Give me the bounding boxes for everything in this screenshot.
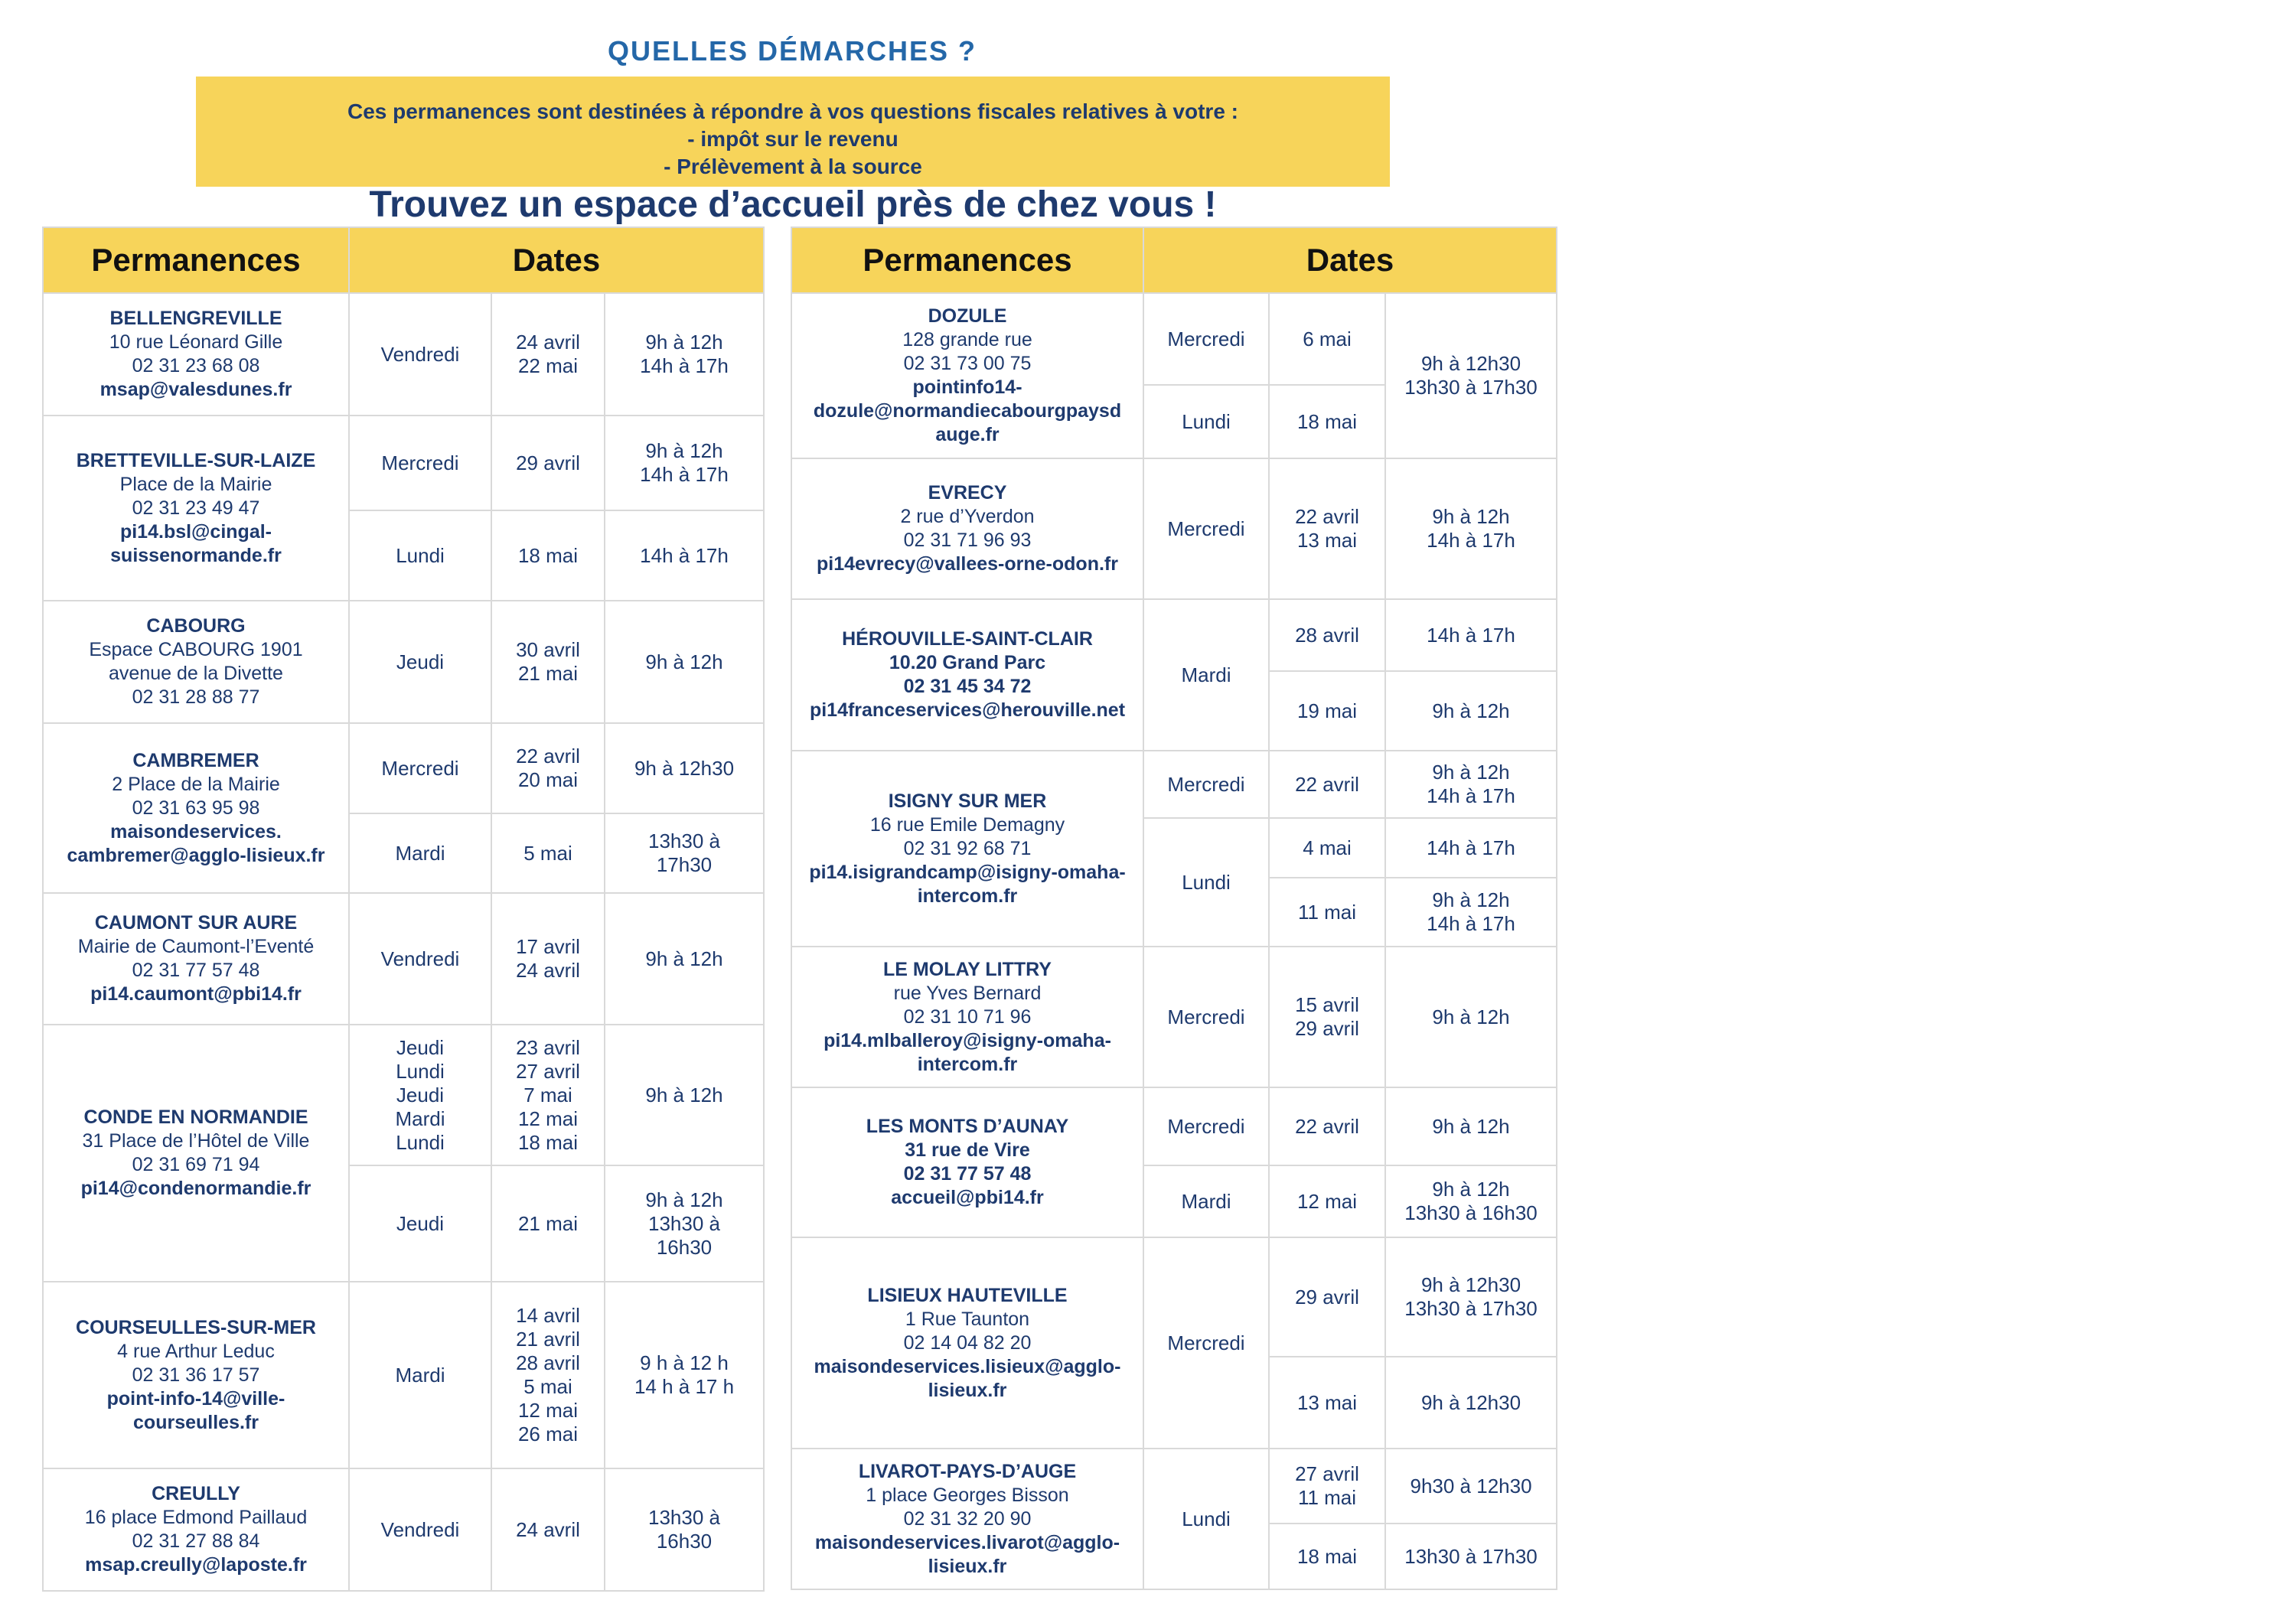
place-detail: msap.creully@laposte.fr bbox=[85, 1554, 307, 1576]
place-detail: point-info-14@ville- bbox=[106, 1387, 285, 1410]
place-detail: 31 rue de Vire bbox=[905, 1139, 1030, 1161]
place-detail: 02 31 69 71 94 bbox=[132, 1154, 260, 1175]
day-cell: Jeudi bbox=[349, 601, 491, 723]
hours-cell: 9h à 12h 14h à 17h bbox=[1385, 878, 1557, 947]
table-row bbox=[43, 601, 764, 723]
place-detail: pi14evrecy@vallees-orne-odon.fr bbox=[817, 553, 1118, 575]
hours-cell: 13h30 à 17h30 bbox=[1385, 1524, 1557, 1589]
hours-cell: 9h à 12h30 13h30 à 17h30 bbox=[1385, 1237, 1557, 1357]
place-detail: Espace CABOURG 1901 bbox=[89, 639, 303, 660]
table-row bbox=[791, 599, 1557, 671]
day-cell: Vendredi bbox=[349, 893, 491, 1025]
place-name: CONDE EN NORMANDIE bbox=[83, 1106, 308, 1128]
place-detail: maisondeservices.lisieux@agglo- bbox=[814, 1355, 1121, 1377]
date-cell: 18 mai bbox=[1269, 385, 1385, 458]
hours-cell: 9h à 12h30 13h30 à 17h30 bbox=[1385, 293, 1557, 458]
header-dates: Dates bbox=[1143, 227, 1557, 293]
place-cell bbox=[791, 458, 1143, 599]
header-permanences: Permanences bbox=[43, 227, 349, 293]
date-cell: 13 mai bbox=[1269, 1357, 1385, 1449]
place-detail: 02 31 10 71 96 bbox=[903, 1005, 1032, 1028]
place-detail: 02 31 23 49 47 bbox=[132, 497, 260, 519]
day-cell: Mardi bbox=[1143, 599, 1269, 751]
tagline: Trouvez un espace d’accueil près de chez vous ! bbox=[369, 184, 1217, 225]
place-name: CREULLY bbox=[152, 1483, 240, 1504]
place-name: CAUMONT SUR AURE bbox=[94, 912, 298, 934]
place-name: CAMBREMER bbox=[132, 749, 259, 771]
date-cell: 23 avril 27 avril 7 mai 12 mai 18 mai bbox=[491, 1025, 605, 1165]
place-detail: 02 31 92 68 71 bbox=[903, 837, 1032, 859]
place-detail: accueil@pbi14.fr bbox=[891, 1187, 1044, 1208]
date-cell: 29 avril bbox=[1269, 1237, 1385, 1357]
date-cell: 21 mai bbox=[491, 1165, 605, 1282]
place-detail: courseulles.fr bbox=[133, 1411, 259, 1433]
place-detail: 10.20 Grand Parc bbox=[889, 652, 1046, 673]
date-cell: 22 avril bbox=[1269, 751, 1385, 818]
date-cell: 18 mai bbox=[1269, 1524, 1385, 1589]
place-detail: suissenormande.fr bbox=[110, 544, 282, 566]
place-cell bbox=[43, 1025, 349, 1282]
place-name: ISIGNY SUR MER bbox=[888, 790, 1047, 812]
place-detail: 1 Rue Taunton bbox=[905, 1308, 1030, 1330]
day-cell: Mercredi bbox=[349, 416, 491, 510]
hours-cell: 13h30 à 17h30 bbox=[605, 813, 764, 893]
place-cell bbox=[791, 1449, 1143, 1589]
place-name: COURSEULLES-SUR-MER bbox=[76, 1316, 316, 1338]
place-detail: 2 rue d’Yverdon bbox=[900, 506, 1035, 527]
place-detail: 128 grande rue bbox=[902, 329, 1032, 350]
day-cell: Mardi bbox=[349, 1282, 491, 1468]
hours-cell: 14h à 17h bbox=[1385, 818, 1557, 878]
hours-cell: 14h à 17h bbox=[1385, 599, 1557, 671]
place-detail: pi14.isigrandcamp@isigny-omaha- bbox=[809, 861, 1126, 883]
place-detail: 4 rue Arthur Leduc bbox=[117, 1340, 275, 1362]
table-row bbox=[43, 1025, 764, 1165]
place-detail: 02 31 71 96 93 bbox=[903, 530, 1032, 551]
place-detail: 02 31 32 20 90 bbox=[903, 1507, 1032, 1530]
schedule-table bbox=[42, 227, 765, 1592]
place-name: LE MOLAY LITTRY bbox=[883, 958, 1052, 980]
place-cell bbox=[43, 416, 349, 601]
day-cell: Lundi bbox=[1143, 1449, 1269, 1589]
table-row bbox=[43, 893, 764, 1025]
place-detail: 02 31 73 00 75 bbox=[903, 353, 1032, 374]
day-cell: Mercredi bbox=[349, 723, 491, 813]
table-row bbox=[43, 293, 764, 416]
day-cell: Mercredi bbox=[1143, 751, 1269, 818]
place-detail: intercom.fr bbox=[917, 1053, 1018, 1075]
place-detail: rue Yves Bernard bbox=[893, 982, 1042, 1004]
date-cell: 6 mai bbox=[1269, 293, 1385, 385]
date-cell: 30 avril 21 mai bbox=[491, 601, 605, 723]
place-detail: 02 31 36 17 57 bbox=[132, 1364, 260, 1386]
place-name: BELLENGREVILLE bbox=[109, 308, 282, 329]
date-cell: 12 mai bbox=[1269, 1165, 1385, 1237]
table-row bbox=[43, 416, 764, 510]
place-detail: pointinfo14- bbox=[912, 376, 1022, 398]
place-cell bbox=[791, 947, 1143, 1087]
place-cell bbox=[43, 293, 349, 416]
place-cell bbox=[43, 723, 349, 893]
day-cell: Vendredi bbox=[349, 1468, 491, 1591]
date-cell: 14 avril 21 avril 28 avril 5 mai 12 mai 26 mai bbox=[491, 1282, 605, 1468]
place-cell bbox=[791, 1087, 1143, 1237]
banner-line: - Prélèvement à la source bbox=[664, 155, 922, 178]
hours-cell: 9h à 12h30 bbox=[1385, 1357, 1557, 1449]
hours-cell: 9h à 12h bbox=[605, 893, 764, 1025]
date-cell: 15 avril 29 avril bbox=[1269, 947, 1385, 1087]
place-name: CABOURG bbox=[146, 615, 246, 637]
place-cell bbox=[791, 1237, 1143, 1449]
day-cell: Lundi bbox=[1143, 818, 1269, 947]
date-cell: 19 mai bbox=[1269, 671, 1385, 751]
place-detail: 2 Place de la Mairie bbox=[112, 773, 280, 795]
place-cell bbox=[791, 599, 1143, 751]
table-row bbox=[43, 1468, 764, 1591]
hours-cell: 9h à 12h30 bbox=[605, 723, 764, 813]
date-cell: 24 avril bbox=[491, 1468, 605, 1591]
date-cell: 28 avril bbox=[1269, 599, 1385, 671]
date-cell: 27 avril 11 mai bbox=[1269, 1449, 1385, 1524]
table-row bbox=[791, 458, 1557, 599]
place-detail: pi14.caumont@pbi14.fr bbox=[90, 983, 302, 1005]
date-cell: 24 avril 22 mai bbox=[491, 293, 605, 416]
info-banner bbox=[196, 77, 1390, 187]
place-cell bbox=[791, 293, 1143, 458]
place-detail: 02 31 63 95 98 bbox=[132, 797, 260, 819]
hours-cell: 9h à 12h bbox=[1385, 1087, 1557, 1165]
hours-cell: 9h à 12h bbox=[1385, 671, 1557, 751]
place-detail: 02 14 04 82 20 bbox=[903, 1331, 1032, 1354]
place-detail: 10 rue Léonard Gille bbox=[109, 331, 283, 353]
place-name: LIVAROT-PAYS-D’AUGE bbox=[858, 1460, 1077, 1482]
hours-cell: 13h30 à 16h30 bbox=[605, 1468, 764, 1591]
place-detail: 16 rue Emile Demagny bbox=[869, 813, 1065, 836]
place-detail: lisieux.fr bbox=[928, 1379, 1007, 1401]
banner-line: Ces permanences sont destinées à répondre à vos questions fiscales relatives à votre : bbox=[347, 99, 1239, 123]
place-name: LISIEUX HAUTEVILLE bbox=[867, 1284, 1068, 1306]
place-detail: 02 31 28 88 77 bbox=[132, 686, 260, 708]
section-heading: QUELLES DÉMARCHES ? bbox=[607, 35, 977, 67]
table-row bbox=[791, 947, 1557, 1087]
place-detail: msap@valesdunes.fr bbox=[99, 379, 292, 400]
table-header-row bbox=[43, 227, 764, 293]
place-detail: cambremer@agglo-lisieux.fr bbox=[67, 844, 325, 866]
table-row bbox=[43, 723, 764, 813]
hours-cell: 9h à 12h bbox=[1385, 947, 1557, 1087]
schedule-table bbox=[791, 227, 1557, 1590]
table-row bbox=[791, 1449, 1557, 1524]
place-cell bbox=[43, 893, 349, 1025]
date-cell: 4 mai bbox=[1269, 818, 1385, 878]
hours-cell: 9h à 12h 14h à 17h bbox=[1385, 751, 1557, 818]
place-name: LES MONTS D’AUNAY bbox=[866, 1116, 1069, 1137]
hours-cell: 9h à 12h 13h30 à 16h30 bbox=[605, 1165, 764, 1282]
place-detail: pi14.mlballeroy@isigny-omaha- bbox=[823, 1029, 1111, 1051]
hours-cell: 9h à 12h 13h30 à 16h30 bbox=[1385, 1165, 1557, 1237]
place-detail: pi14.bsl@cingal- bbox=[119, 520, 272, 543]
date-cell: 17 avril 24 avril bbox=[491, 893, 605, 1025]
hours-cell: 9h à 12h bbox=[605, 1025, 764, 1165]
hours-cell: 9 h à 12 h 14 h à 17 h bbox=[605, 1282, 764, 1468]
day-cell: Lundi bbox=[349, 510, 491, 601]
date-cell: 22 avril 13 mai bbox=[1269, 458, 1385, 599]
day-cell: Mardi bbox=[349, 813, 491, 893]
date-cell: 11 mai bbox=[1269, 878, 1385, 947]
place-detail: Place de la Mairie bbox=[119, 473, 272, 495]
place-detail: auge.fr bbox=[935, 424, 1000, 445]
place-detail: 02 31 45 34 72 bbox=[903, 676, 1032, 697]
place-detail: avenue de la Divette bbox=[109, 663, 283, 684]
date-cell: 5 mai bbox=[491, 813, 605, 893]
table-row bbox=[791, 293, 1557, 385]
header-dates: Dates bbox=[349, 227, 764, 293]
day-cell: Mardi bbox=[1143, 1165, 1269, 1237]
day-cell: Mercredi bbox=[1143, 1087, 1269, 1165]
place-detail: 02 31 77 57 48 bbox=[903, 1163, 1032, 1185]
table-row bbox=[791, 1087, 1557, 1165]
table-row bbox=[43, 1282, 764, 1468]
day-cell: Mercredi bbox=[1143, 458, 1269, 599]
day-cell: Lundi bbox=[1143, 385, 1269, 458]
day-cell: Jeudi Lundi Jeudi Mardi Lundi bbox=[349, 1025, 491, 1165]
date-cell: 22 avril 20 mai bbox=[491, 723, 605, 813]
table-row bbox=[791, 1237, 1557, 1357]
place-detail: maisondeservices.livarot@agglo- bbox=[814, 1531, 1120, 1553]
place-detail: lisieux.fr bbox=[928, 1555, 1007, 1577]
table-row bbox=[791, 751, 1557, 818]
place-detail: 02 31 23 68 08 bbox=[132, 355, 260, 376]
place-detail: pi14franceservices@herouville.net bbox=[809, 699, 1126, 721]
header-permanences: Permanences bbox=[791, 227, 1143, 293]
place-detail: 31 Place de l’Hôtel de Ville bbox=[82, 1130, 310, 1152]
place-detail: 1 place Georges Bisson bbox=[866, 1484, 1069, 1506]
banner-line: - impôt sur le revenu bbox=[687, 127, 899, 151]
hours-cell: 9h à 12h 14h à 17h bbox=[605, 293, 764, 416]
place-detail: 16 place Edmond Paillaud bbox=[84, 1507, 308, 1528]
day-cell: Vendredi bbox=[349, 293, 491, 416]
place-detail: 02 31 77 57 48 bbox=[132, 960, 260, 981]
place-detail: dozule@normandiecabourgpaysd bbox=[813, 400, 1122, 422]
place-cell bbox=[43, 1468, 349, 1591]
hours-cell: 9h à 12h bbox=[605, 601, 764, 723]
place-detail: 02 31 27 88 84 bbox=[132, 1530, 260, 1552]
place-detail: Mairie de Caumont-l’Eventé bbox=[77, 936, 315, 957]
day-cell: Mercredi bbox=[1143, 947, 1269, 1087]
place-detail: pi14@condenormandie.fr bbox=[80, 1178, 311, 1199]
table-header-row bbox=[791, 227, 1557, 293]
place-name: DOZULE bbox=[928, 305, 1007, 327]
place-detail: maisondeservices. bbox=[110, 820, 282, 842]
place-cell bbox=[791, 751, 1143, 947]
place-detail: intercom.fr bbox=[917, 885, 1018, 907]
place-name: HÉROUVILLE-SAINT-CLAIR bbox=[842, 628, 1093, 650]
day-cell: Mercredi bbox=[1143, 293, 1269, 385]
place-cell bbox=[43, 601, 349, 723]
place-name: EVRECY bbox=[928, 482, 1007, 504]
date-cell: 18 mai bbox=[491, 510, 605, 601]
place-name: BRETTEVILLE-SUR-LAIZE bbox=[76, 449, 316, 471]
hours-cell: 9h30 à 12h30 bbox=[1385, 1449, 1557, 1524]
hours-cell: 9h à 12h 14h à 17h bbox=[1385, 458, 1557, 599]
day-cell: Jeudi bbox=[349, 1165, 491, 1282]
day-cell: Mercredi bbox=[1143, 1237, 1269, 1449]
hours-cell: 9h à 12h 14h à 17h bbox=[605, 416, 764, 510]
hours-cell: 14h à 17h bbox=[605, 510, 764, 601]
place-cell bbox=[43, 1282, 349, 1468]
date-cell: 22 avril bbox=[1269, 1087, 1385, 1165]
date-cell: 29 avril bbox=[491, 416, 605, 510]
